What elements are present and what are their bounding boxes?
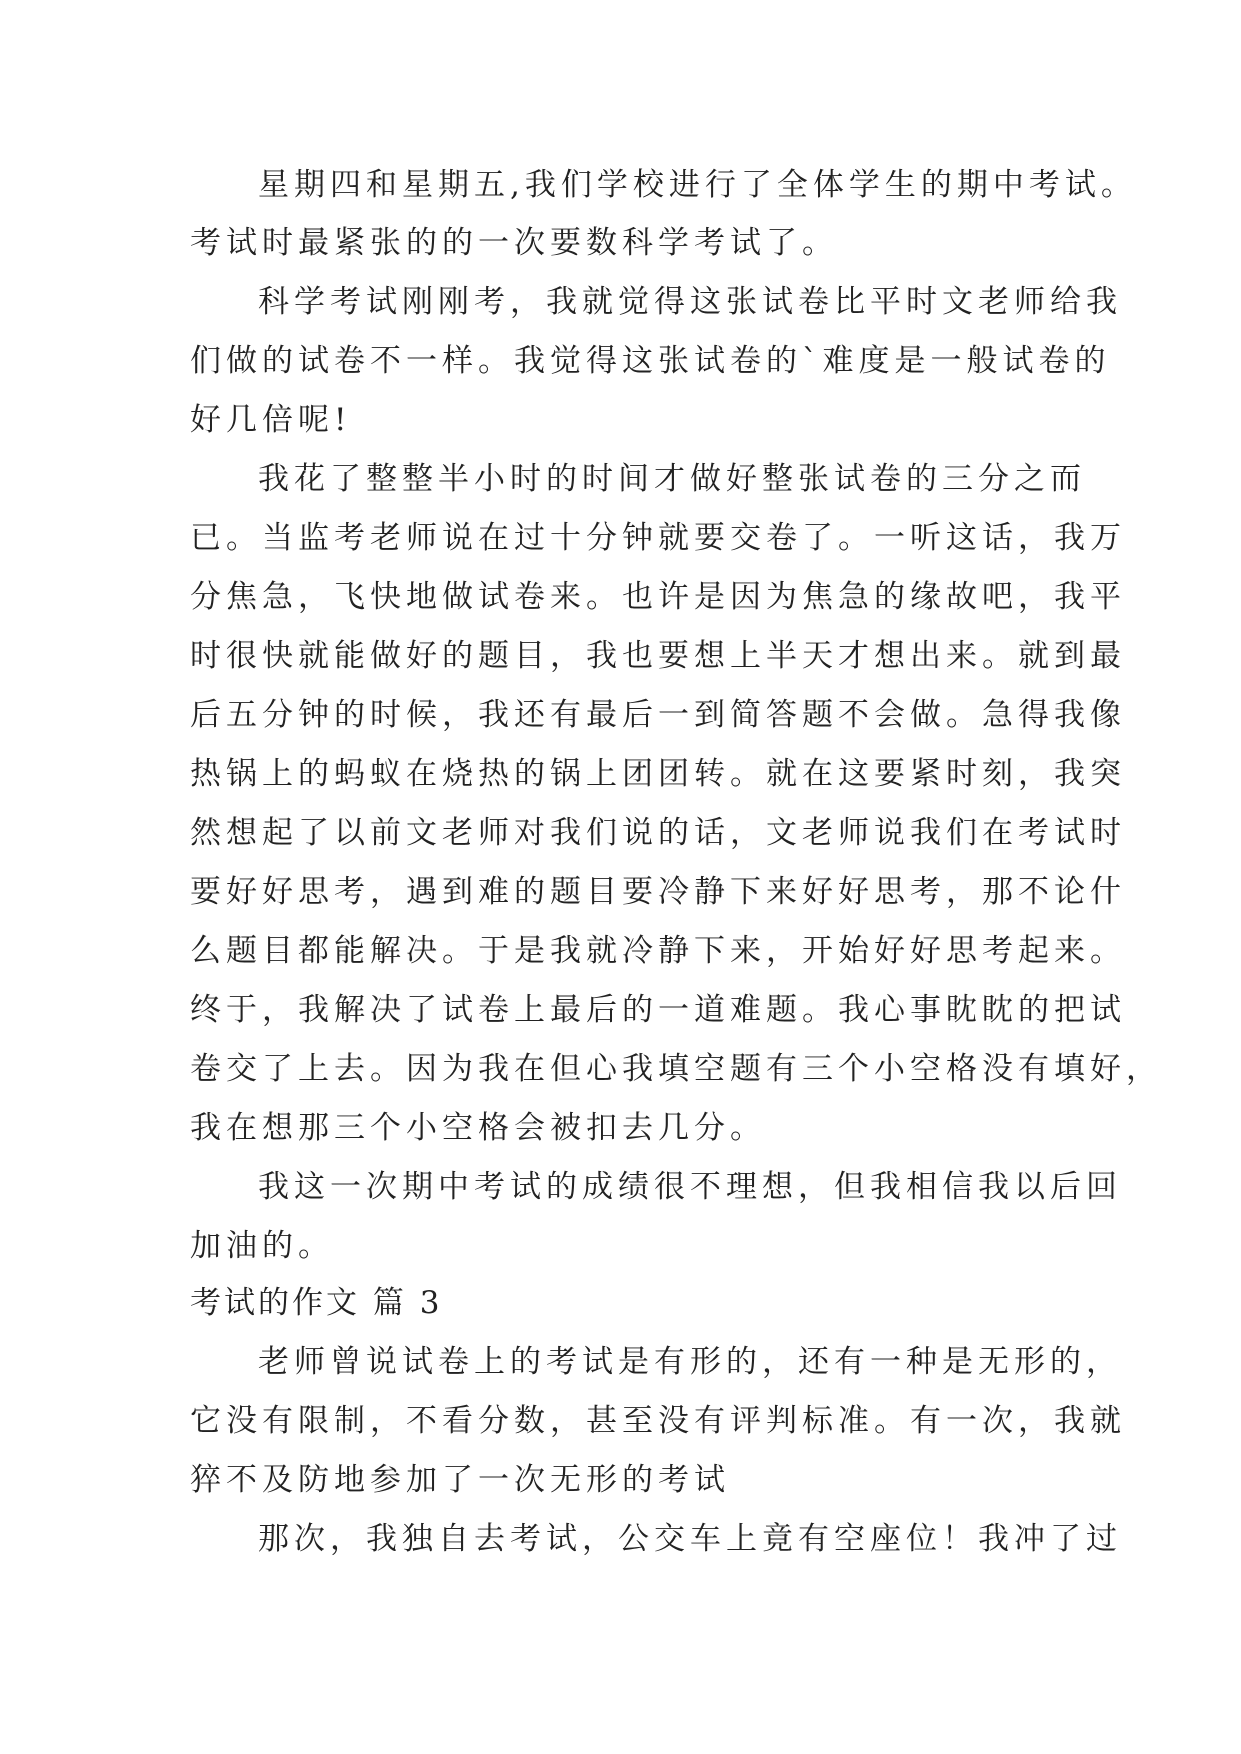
paragraph-1-line-2: 考试时最紧张的的一次要数科学考试了。 [190,225,838,261]
paragraph-5-line-3: 猝不及防地参加了一次无形的考试 [190,1462,730,1498]
paragraph-3-line-2: 已。当监考老师说在过十分钟就要交卷了。一听这话，我万 [190,520,1126,556]
paragraph-3-line-10: 终于，我解决了试卷上最后的一道难题。我心事眈眈的把试 [190,992,1126,1028]
paragraph-3-line-5: 后五分钟的时候，我还有最后一到简答题不会做。急得我像 [190,697,1126,733]
paragraph-3-line-1: 我花了整整半小时的时间才做好整张试卷的三分之而 [258,461,1086,497]
paragraph-5-line-1: 老师曾说试卷上的考试是有形的，还有一种是无形的， [258,1344,1122,1380]
section-heading: 考试的作文 篇 3 [190,1285,443,1321]
paragraph-3-line-12: 我在想那三个小空格会被扣去几分。 [190,1110,766,1146]
paragraph-6-line-1: 那次，我独自去考试，公交车上竟有空座位！我冲了过 [258,1521,1122,1557]
paragraph-3-line-8: 要好好思考，遇到难的题目要冷静下来好好思考，那不论什 [190,874,1126,910]
paragraph-5-line-2: 它没有限制，不看分数，甚至没有评判标准。有一次，我就 [190,1403,1126,1439]
paragraph-3-line-11: 卷交了上去。因为我在但心我填空题有三个小空格没有填好， [190,1051,1162,1087]
paragraph-3-line-7: 然想起了以前文老师对我们说的话，文老师说我们在考试时 [190,815,1126,851]
paragraph-2-line-1: 科学考试刚刚考，我就觉得这张试卷比平时文老师给我 [258,284,1122,320]
paragraph-4-line-1: 我这一次期中考试的成绩很不理想，但我相信我以后回 [258,1169,1122,1205]
paragraph-3-line-6: 热锅上的蚂蚁在烧热的锅上团团转。就在这要紧时刻，我突 [190,756,1126,792]
paragraph-3-line-9: 么题目都能解决。于是我就冷静下来，开始好好思考起来。 [190,933,1126,969]
paragraph-3-line-3: 分焦急，飞快地做试卷来。也许是因为焦急的缘故吧，我平 [190,579,1126,615]
paragraph-1-line-1: 星期四和星期五,我们学校进行了全体学生的期中考试。 [258,167,1137,203]
paragraph-3-line-4: 时很快就能做好的题目，我也要想上半天才想出来。就到最 [190,638,1126,674]
paragraph-2-line-3: 好几倍呢! [190,402,352,438]
paragraph-2-line-2: 们做的试卷不一样。我觉得这张试卷的`难度是一般试卷的 [190,343,1111,379]
paragraph-4-line-2: 加油的。 [190,1228,334,1264]
